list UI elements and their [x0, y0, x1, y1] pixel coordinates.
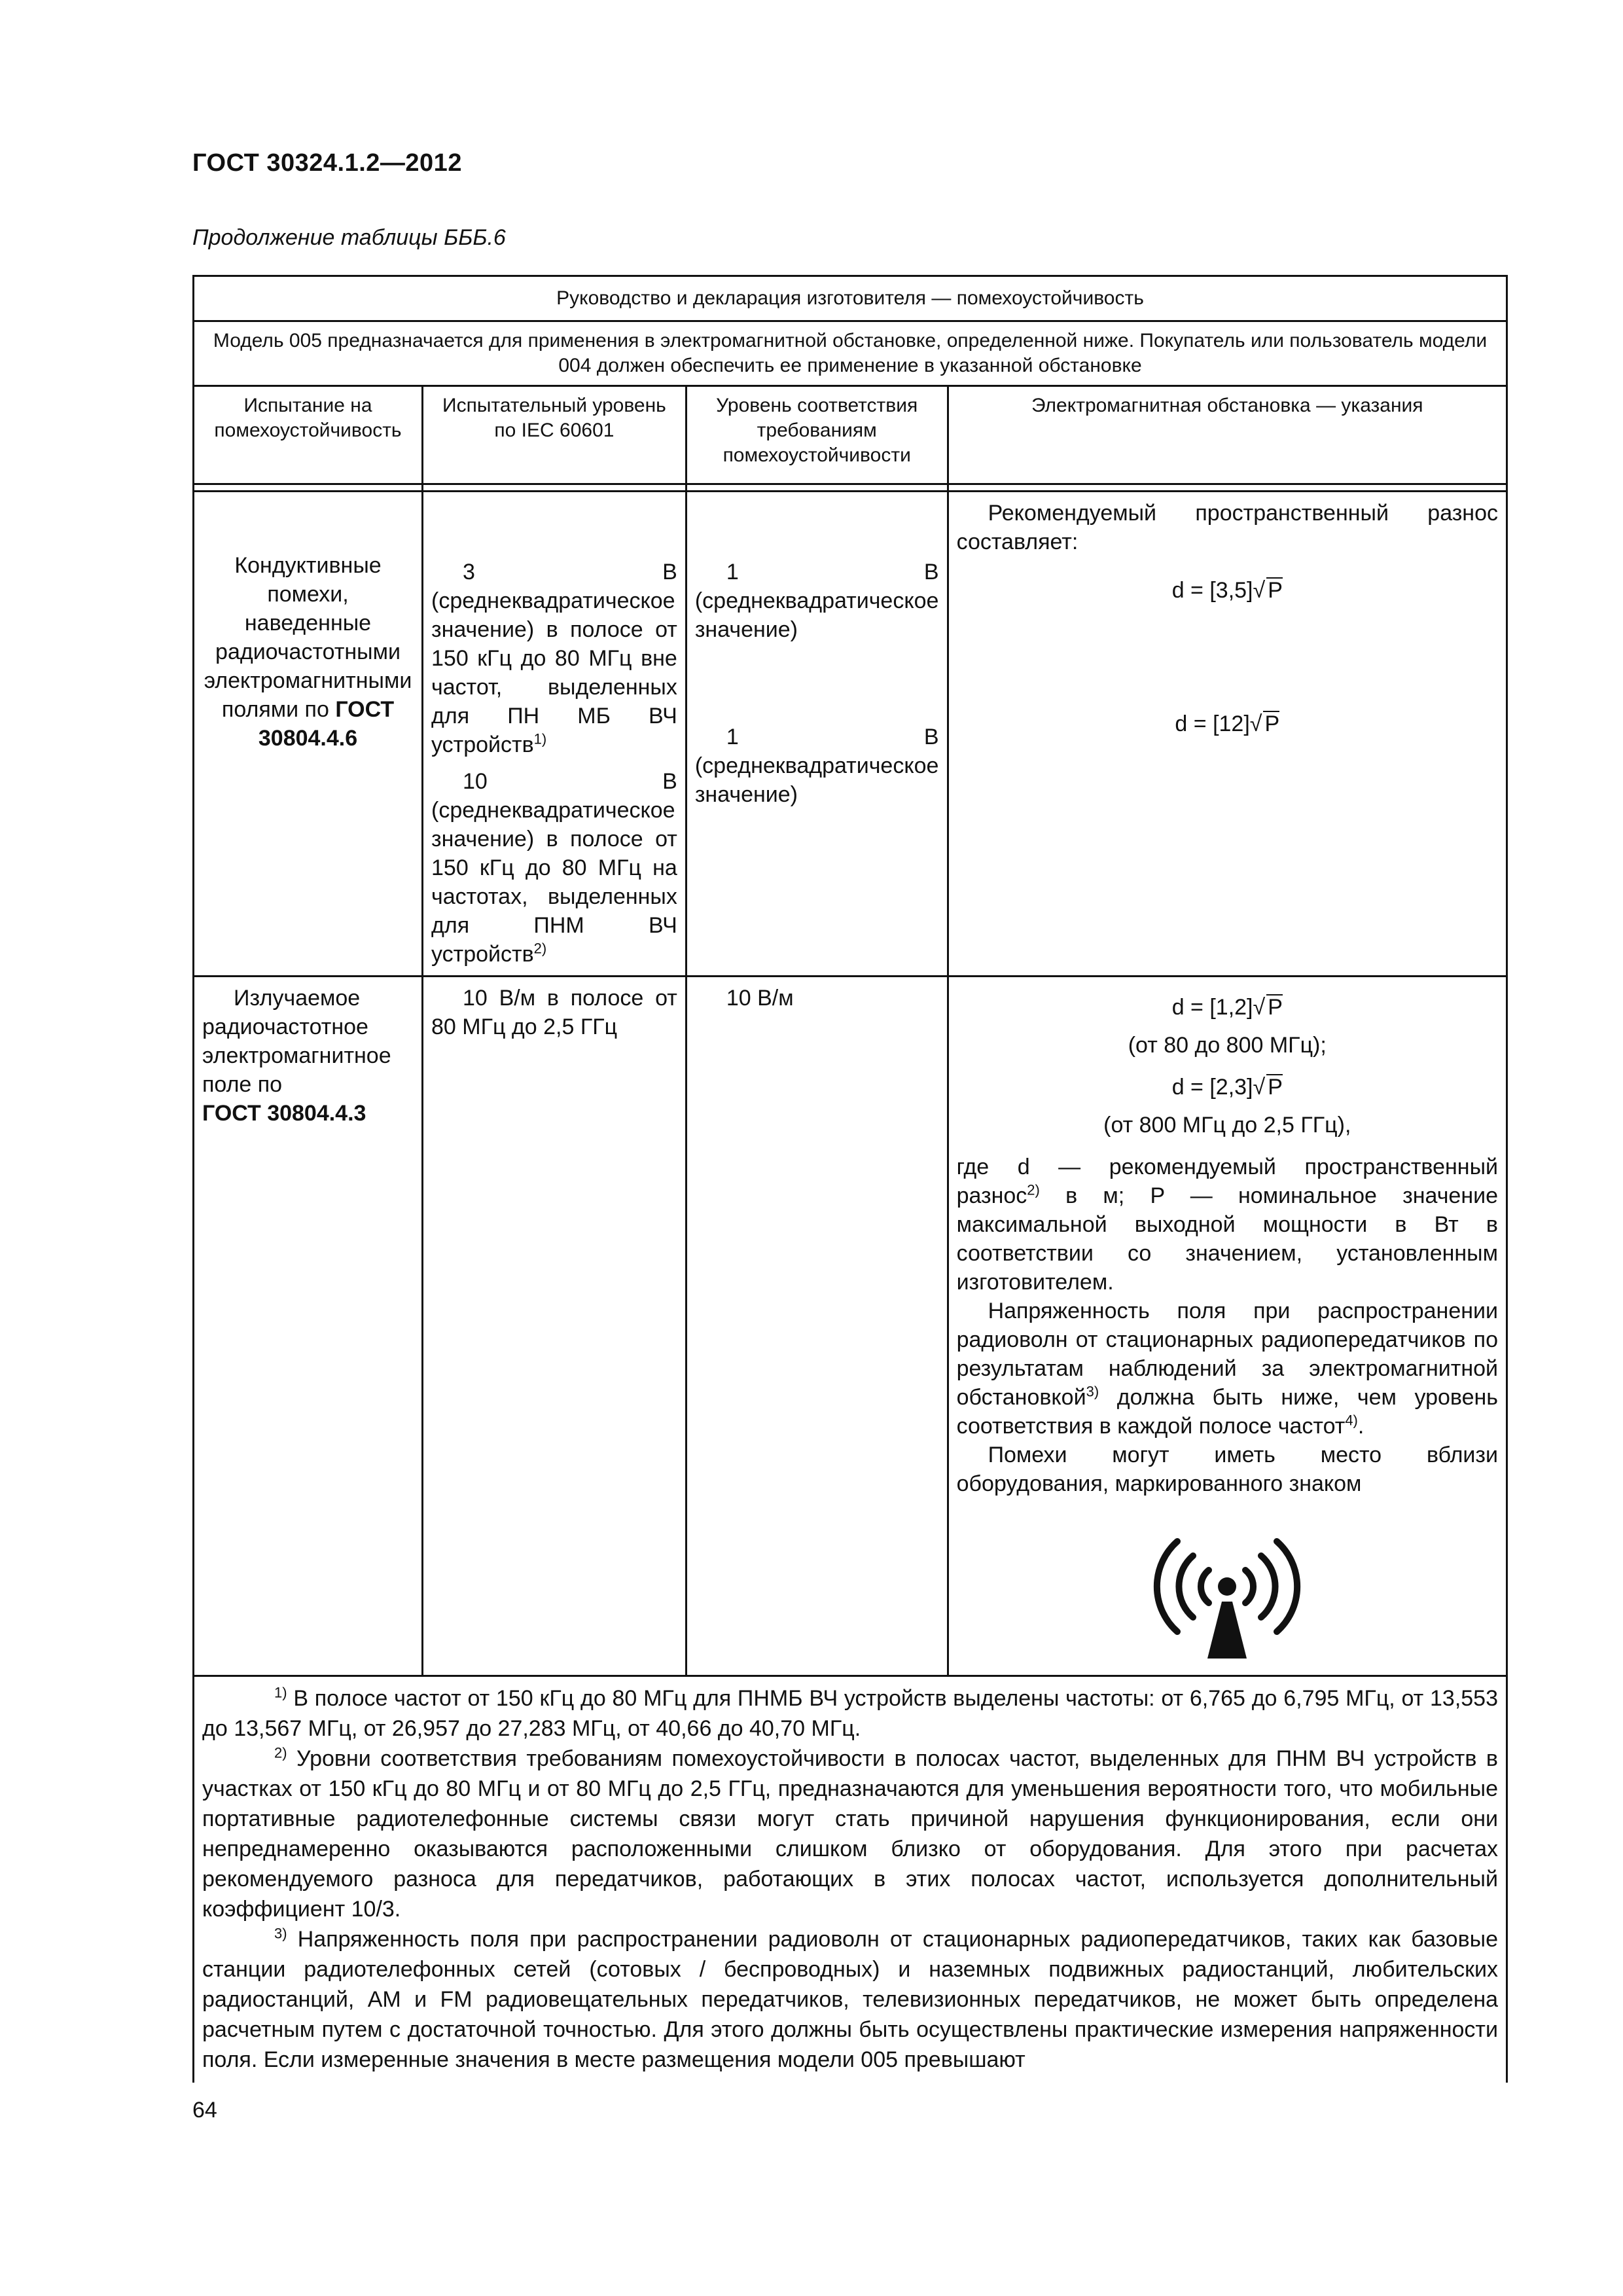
immunity-table	[192, 275, 1508, 2083]
row1-test-standard: ГОСТ 30804.4.6	[258, 697, 395, 751]
table-caption: Продолжение таблицы БББ.6	[192, 225, 506, 250]
column-header-test-level: Испытательный уровень по IEC 60601	[423, 386, 687, 484]
row1-compliance-b: 1 В (среднеквадратическое значение)	[694, 725, 939, 807]
row2-test-standard: ГОСТ 30804.4.3	[202, 1101, 366, 1126]
row1-formula-a: d = [3,5]√ P	[1171, 578, 1283, 603]
footnote-1: $^{1)}$ В полосе частот от 150 кГц до 80 МГц для ПНМБ ВЧ устройств выделены частоты: от 6,765 до 6,795 МГц, от 13,553 до 13,567 МГц, от 26,957 до 27,283 МГц, от 40,66 до 40,70 МГц.	[202, 1684, 1498, 1741]
row1-level-b: 10 В (среднеквадратическое значение) в полосе от 150 кГц до 80 МГц на частотах, выделенных для ПНМ ВЧ устройств$^{2)}$	[431, 769, 677, 967]
page-number: 64	[192, 2098, 217, 2123]
row2-where: где d — рекомендуемый пространственный разнос$^{2)}$ в м; P — номинальное значение максимальной выходной мощности в Вт в соответствии со значением, установленным изготовителем.	[956, 1155, 1498, 1295]
row2-formula-a: d = [1,2]√ P	[1171, 995, 1283, 1020]
column-header-environment: Электромагнитная обстановка — указания	[948, 386, 1507, 484]
row2-interference: Помехи могут иметь место вблизи оборудования, маркированного знаком	[956, 1443, 1498, 1496]
footnote-2: $^{2)}$ Уровни соответствия требованиям помехоустойчивости в полосах частот, выделенных для ПНМ ВЧ устройств в участках от 150 кГц до 80 МГц и от 80 МГц до 2,5 ГГц, предназначаются для уменьшения вероятности того, что мобильные портативные радиотелефонные системы связи могут стать причиной нарушения функционирования, если они непреднамеренно оказываются расположенными слишком близко от оборудования. Для этого при расчетах рекомендуемого разноса для передатчиков, работающих в этих полосах частот, используется дополнительный коэффициент 10/3.	[202, 1744, 1498, 1922]
row2-compliance: 10 В/м	[726, 986, 794, 1011]
row2-range-a: (от 80 до 800 МГц);	[1128, 1033, 1327, 1058]
row1-test-name: Кондуктивные помехи, наведенные радиочастотными электромагнитными полями по	[204, 553, 412, 722]
column-header-compliance-level: Уровень соответствия требованиям помехоустойчивости	[686, 386, 948, 484]
row2-formula-b: d = [2,3]√ P	[1171, 1075, 1283, 1100]
table-title: Руководство и декларация изготовителя — помехоустойчивость	[194, 276, 1507, 321]
row2-field-strength: Напряженность поля при распространении радиоволн от стационарных радиопередатчиков по результатам наблюдений за электромагнитной обстановкой$^{3)}$ должна быть ниже, чем уровень соответствия в каждой полосе частот$^{4)}$.	[956, 1299, 1498, 1439]
table-intro: Модель 005 предназначается для применения в электромагнитной обстановке, определенной ниже. Покупатель или пользователь модели 004 должен обеспечить ее применение в указанной обстановке	[194, 321, 1507, 386]
column-header-test: Испытание на помехоустойчивость	[194, 386, 423, 484]
row1-env-intro: Рекомендуемый пространственный разнос составляет:	[956, 501, 1498, 554]
footnote-3: $^{3)}$ Напряженность поля при распространении радиоволн от стационарных радиопередатчиков, таких как базовые станции радиотелефонных сетей (сотовых / беспроводных) и наземных подвижных радиостанций, любительских радиостанций, АМ и FM радиовещательных передатчиков, телевизионных передатчиков, не может быть определена расчетным путем с достаточной точностью. Для этого должны быть осуществлены практические измерения напряженности поля. Если измеренные значения в месте размещения модели 005 превышают	[202, 1925, 1498, 2072]
document-header: ГОСТ 30324.1.2—2012	[192, 149, 462, 177]
table-row	[194, 977, 1507, 1676]
row2-level: 10 В/м в полосе от 80 МГц до 2,5 ГГц	[431, 986, 677, 1039]
row2-test-name: Излучаемое радиочастотное электромагнитное поле по	[202, 986, 391, 1097]
table-footnotes	[194, 1676, 1507, 2083]
row2-range-b: (от 800 МГц до 2,5 ГГц),	[1103, 1113, 1351, 1138]
row1-formula-b: d = [12]√ P	[1175, 711, 1280, 736]
table-row	[194, 492, 1507, 977]
row1-compliance-a: 1 В (среднеквадратическое значение)	[694, 560, 939, 642]
non-ionizing-radiation-icon	[1149, 1524, 1306, 1662]
row1-level-a: 3 В (среднеквадратическое значение) в полосе от 150 кГц до 80 МГц вне частот, выделенных для ПН МБ ВЧ устройств$^{1)}$	[431, 560, 677, 757]
